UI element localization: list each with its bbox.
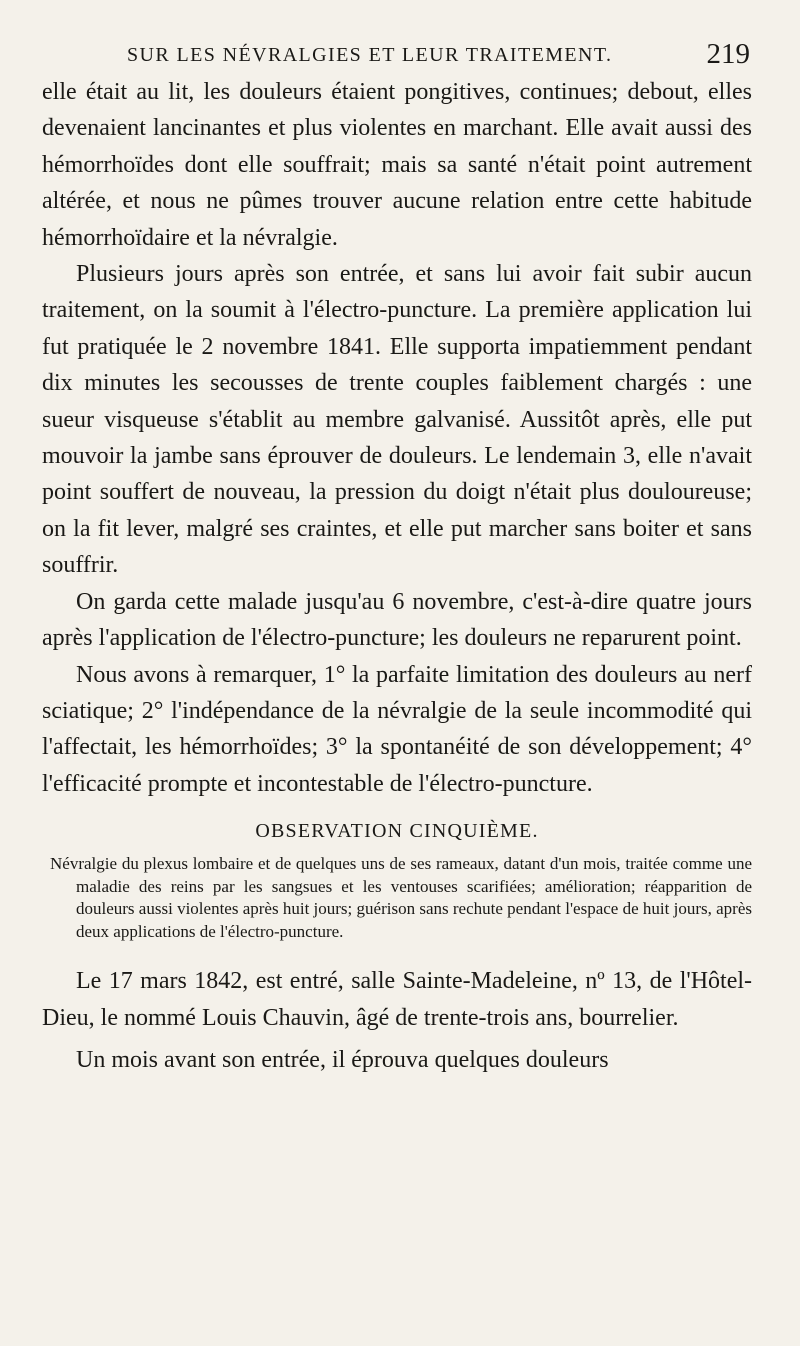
paragraph-remarks: Nous avons à remarquer, 1° la parfaite limitation des douleurs au nerf sciatique; 2° l'indépendance de la névralgie de la seule incommodité qui l'affectait, les hémorrhoïdes; 3° la spontanéité de son développement; 4° l'efficacité prompte et incontestable de l'électro-puncture. xyxy=(42,661,752,797)
page-number: 219 xyxy=(706,38,750,70)
paragraph-continued: elle était au lit, les douleurs étaient pongitives, continues; debout, elles devenaient lancinantes et plus violentes en marchant. Elle avait aussi des hémorrhoïdes dont elle souffrait; mais sa santé n'était point autrement altérée, et nous ne pûmes trouver aucune relation entre cette habitude hémorrhoïdaire et la névralgie. xyxy=(42,79,752,251)
running-head xyxy=(42,34,752,74)
paragraph-onset: Un mois avant son entrée, il éprouva quelques douleurs xyxy=(76,1046,609,1073)
body-text-first xyxy=(42,74,752,802)
running-title: SUR LES NÉVRALGIES ET LEUR TRAITEMENT. xyxy=(127,44,613,66)
paragraph-treatment: Plusieurs jours après son entrée, et sans lui avoir fait subir aucun traitement, on la soumit à l'électro-puncture. La première application lui fut pratiquée le 2 novembre 1841. Elle supporta impatiemment pendant dix minutes les secousses de trente couples faiblement chargés : une sueur visqueuse s'établit au membre galvanisé. Aussitôt après, elle put mouvoir la jambe sans éprouver de douleurs. Le lendemain 3, elle n'avait point souffert de nouveau, la pression du doigt n'était plus douloureuse; on la fit lever, malgré ses craintes, et elle put marcher sans boiter et sans souffrir. xyxy=(42,261,752,579)
paragraph-patient-entry: Le 17 mars 1842, est entré, salle Sainte-Madeleine, nº 13, de l'Hôtel-Dieu, le nommé Louis Chauvin, âgé de trente-trois ans, bourrelier. xyxy=(42,968,752,1031)
observation-summary: Névralgie du plexus lombaire et de quelques uns de ses rameaux, datant d'un mois, traitée comme une maladie des reins par les sangsues et les ventouses scarifiées; amélioration; réapparition de douleurs aussi violentes après huit jours; guérison sans rechute pendant l'espace de huit jours, après deux applications de l'électro-puncture. xyxy=(50,854,752,941)
paragraph-follow-up: On garda cette malade jusqu'au 6 novembre, c'est-à-dire quatre jours après l'application de l'électro-puncture; les douleurs ne reparurent point. xyxy=(42,588,752,652)
observation-heading: OBSERVATION CINQUIÈME. xyxy=(255,820,539,843)
body-text-second xyxy=(42,963,752,1078)
